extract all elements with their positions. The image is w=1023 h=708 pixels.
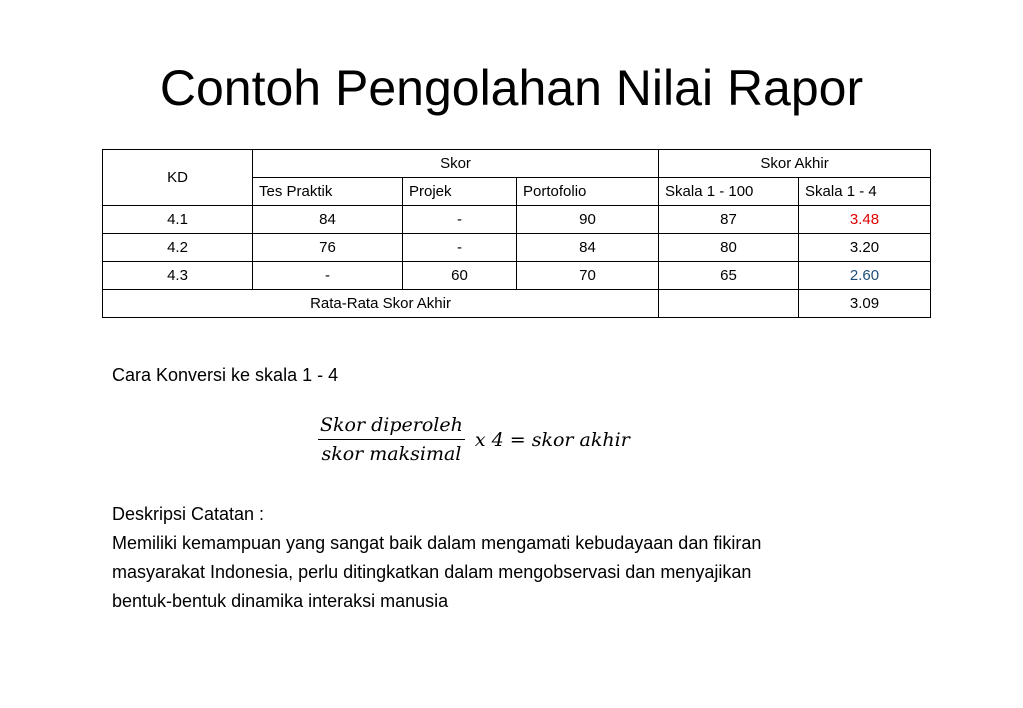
subheader-portofolio: Portofolio [517,178,659,206]
table-row [103,206,931,234]
cell-tes-praktik: 76 [253,234,403,262]
cell-skala-4: 3.20 [799,234,931,262]
formula-rest: x 4 = skor akhir [474,428,630,451]
cell-projek: 60 [403,262,517,290]
cell-portofolio: 90 [517,206,659,234]
cell-skala-100: 65 [659,262,799,290]
table-average-row [103,290,931,318]
cell-portofolio: 84 [517,234,659,262]
header-skor-akhir: Skor Akhir [659,150,931,178]
header-skor: Skor [253,150,659,178]
header-kd: KD [103,150,253,206]
cell-projek: - [403,234,517,262]
subheader-projek: Projek [403,178,517,206]
table-row [103,262,931,290]
cell-portofolio: 70 [517,262,659,290]
cell-kd: 4.3 [103,262,253,290]
description-line: bentuk-bentuk dinamika interaksi manusia [112,591,449,611]
cell-skala-100: 87 [659,206,799,234]
average-label: Rata-Rata Skor Akhir [103,290,659,318]
formula-fraction [318,414,465,465]
conversion-label: Cara Konversi ke skala 1 - 4 [112,365,339,385]
description-block [112,500,912,616]
cell-skala-4: 2.60 [799,262,931,290]
cell-projek: - [403,206,517,234]
cell-tes-praktik: - [253,262,403,290]
average-skala-100 [659,290,799,318]
description-label: Deskripsi Catatan : [112,504,265,524]
formula-denominator: skor maksimal [321,443,462,465]
cell-skala-100: 80 [659,234,799,262]
conversion-formula [318,414,630,465]
score-table [102,149,931,318]
cell-kd: 4.2 [103,234,253,262]
table-row [103,234,931,262]
page-title: Contoh Pengolahan Nilai Rapor [159,60,864,116]
subheader-tes-praktik: Tes Praktik [253,178,403,206]
average-value: 3.09 [799,290,931,318]
formula-numerator: Skor diperoleh [318,414,465,440]
cell-kd: 4.1 [103,206,253,234]
table-header-row [103,150,931,178]
description-line: masyarakat Indonesia, perlu ditingkatkan dalam mengobservasi dan menyajikan [112,562,752,582]
cell-skala-4: 3.48 [799,206,931,234]
subheader-skala-4: Skala 1 - 4 [799,178,931,206]
cell-tes-praktik: 84 [253,206,403,234]
description-line: Memiliki kemampuan yang sangat baik dalam mengamati kebudayaan dan fikiran [112,533,762,553]
subheader-skala-100: Skala 1 - 100 [659,178,799,206]
